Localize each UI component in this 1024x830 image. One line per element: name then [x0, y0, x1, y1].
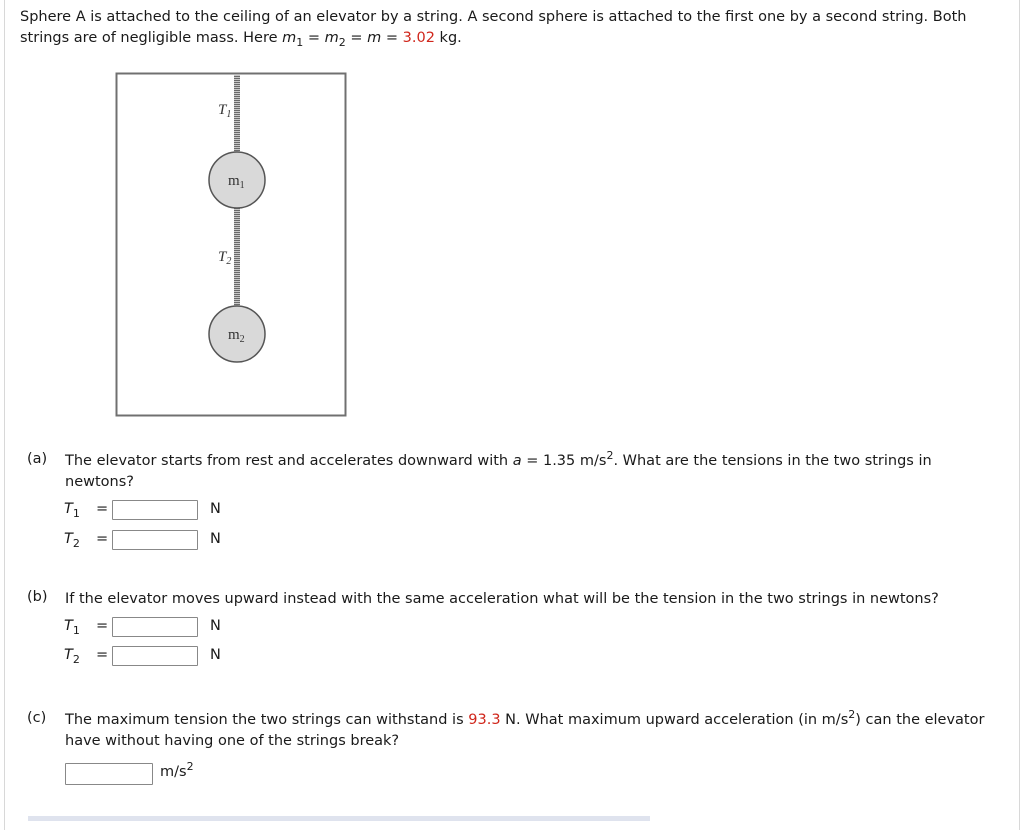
- intro-text: Sphere A is attached to the ceiling of an elevator by a string. A second sphere is attached to the first one by a second string. Both strings are of negligible mass. Here: [20, 9, 967, 46]
- equals-sign: =: [96, 501, 109, 517]
- part-b-label: (b): [27, 589, 48, 605]
- part-c-text: N. What maximum upward acceleration (in m/s: [500, 712, 849, 728]
- string-2: [234, 208, 240, 306]
- t2-label: $T_2$: [64, 647, 80, 666]
- equals-sign: =: [96, 647, 109, 663]
- t1-diagram-label: $T_1$: [218, 102, 232, 120]
- part-b-t2-input[interactable]: [112, 646, 198, 666]
- problem-statement: [20, 7, 1010, 49]
- string-1: [234, 75, 240, 152]
- equals-sign: =: [303, 30, 325, 46]
- part-a-t2-input[interactable]: [112, 530, 198, 550]
- equals-sign: =: [381, 30, 403, 46]
- part-a-text: . What are the tensions in the two strings in newtons?: [65, 453, 932, 490]
- elevator-box: [117, 74, 346, 416]
- max-tension-value: 93.3: [468, 712, 501, 728]
- t1-label: $T_1$: [64, 618, 80, 637]
- m2-subscript: 2: [338, 35, 346, 49]
- acceleration-symbol: a: [512, 453, 522, 469]
- t2-diagram-label: $T_2$: [218, 249, 232, 267]
- mass-unit: kg.: [434, 30, 462, 46]
- part-b-question: If the elevator moves upward instead with the same acceleration what will be the tension in the two strings in newtons?: [65, 591, 939, 607]
- m1-symbol: m: [282, 30, 297, 46]
- newton-unit: N: [210, 531, 221, 547]
- part-b-t1-input[interactable]: [112, 617, 198, 637]
- t2-label: $T_2$: [64, 531, 80, 550]
- bottom-bar: [28, 816, 650, 821]
- equals-sign: =: [96, 618, 109, 634]
- m1-diagram-label: $m_1$: [228, 173, 245, 191]
- m2-diagram-label: $m_2$: [228, 327, 245, 345]
- part-c-text: ) can the elevator have without having one of the strings break?: [65, 712, 985, 749]
- mass-value: 3.02: [402, 30, 435, 46]
- part-a-label: (a): [27, 451, 48, 467]
- part-c-label: (c): [27, 710, 47, 726]
- elevator-diagram: [115, 72, 347, 418]
- part-c-text: The maximum tension the two strings can withstand is: [65, 712, 469, 728]
- part-c-question: [65, 710, 995, 752]
- part-c-acceleration-input[interactable]: [65, 763, 153, 785]
- part-a-question: [65, 451, 995, 493]
- part-a-text: = 1.35 m/s: [521, 453, 607, 469]
- newton-unit: N: [210, 647, 221, 663]
- part-a-text: The elevator starts from rest and accelerates downward with: [65, 453, 513, 469]
- equals-sign: =: [96, 531, 109, 547]
- part-a-t1-input[interactable]: [112, 500, 198, 520]
- m-symbol: m: [367, 30, 382, 46]
- exponent: 2: [848, 708, 856, 722]
- newton-unit: N: [210, 618, 221, 634]
- acceleration-unit: $m/s^2$: [160, 760, 194, 780]
- m2-symbol: m: [324, 30, 339, 46]
- equals-sign: =: [345, 30, 368, 46]
- exponent: 2: [606, 449, 614, 463]
- newton-unit: N: [210, 501, 221, 517]
- t1-label: $T_1$: [64, 501, 80, 520]
- m1-subscript: 1: [296, 35, 304, 49]
